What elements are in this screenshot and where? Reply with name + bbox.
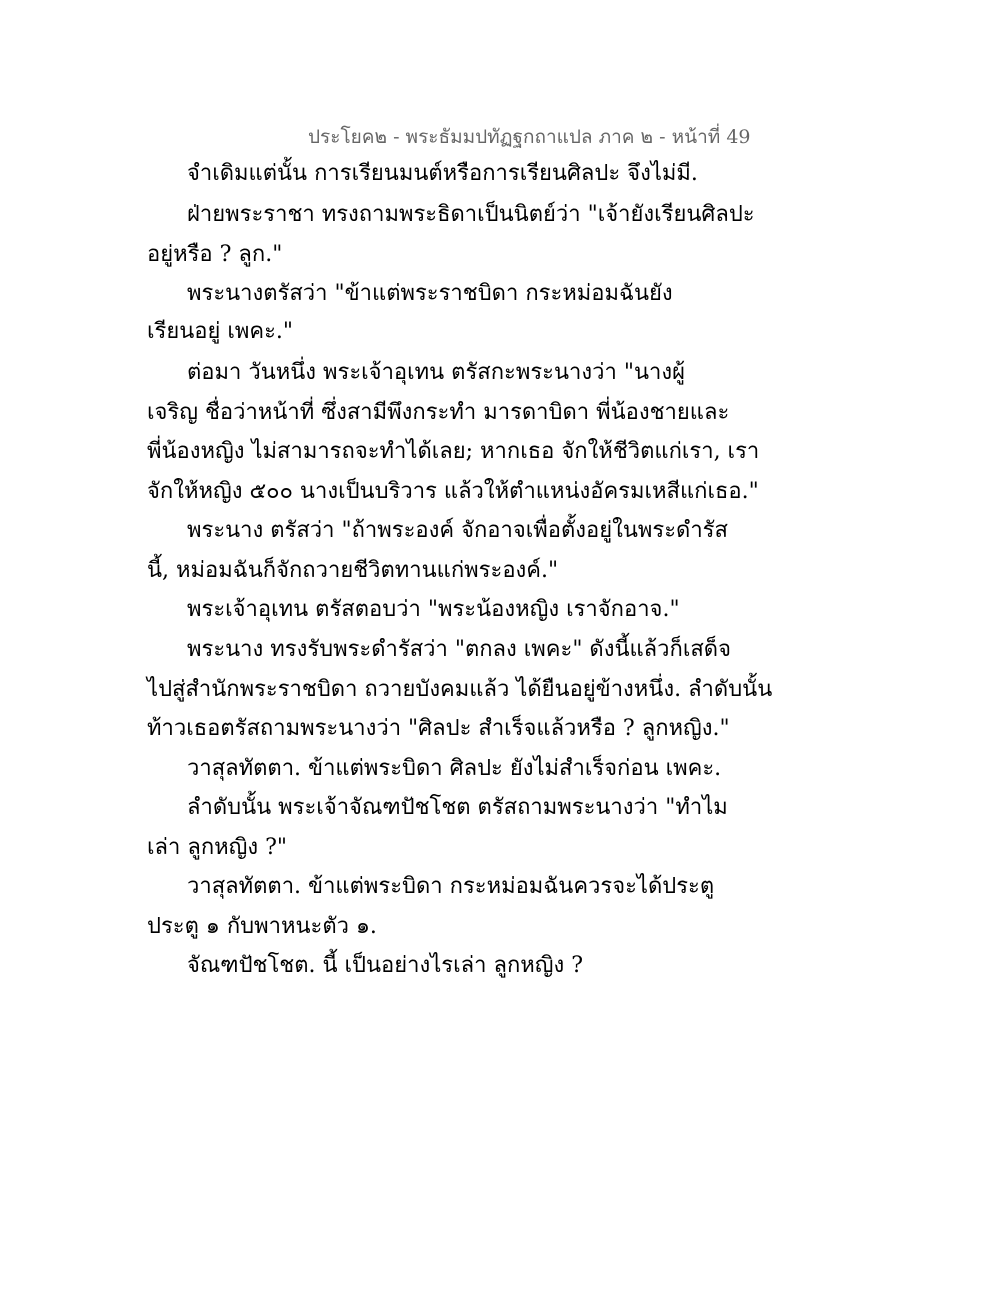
text-line: พระเจ้าอุเทน ตรัสตอบว่า "พระน้องหญิง เราจักอาจ." bbox=[187, 597, 680, 622]
text-line: ลำดับนั้น พระเจ้าจัณฑปัชโชต ตรัสถามพระนางว่า "ทำไม bbox=[187, 795, 728, 820]
text-line: ท้าวเธอตรัสถามพระนางว่า "ศิลปะ สำเร็จแล้วหรือ ? ลูกหญิง." bbox=[147, 716, 730, 741]
text-line: ไปสู่สำนักพระราชบิดา ถวายบังคมแล้ว ได้ยืนอยู่ข้างหนึ่ง. ลำดับนั้น bbox=[147, 677, 773, 702]
text-line: วาสุลทัตตา. ข้าแต่พระบิดา ศิลปะ ยังไม่สำเร็จก่อน เพคะ. bbox=[187, 756, 722, 781]
text-line: จำเดิมแต่นั้น การเรียนมนต์หรือการเรียนศิลปะ จึงไม่มี. bbox=[187, 161, 698, 186]
text-line: นี้, หม่อมฉันก็จักถวายชีวิตทานแก่พระองค์." bbox=[147, 558, 559, 583]
text-line: เจริญ ชื่อว่าหน้าที่ ซึ่งสามีพึงกระทำ มารดาบิดา พี่น้องชายและ bbox=[147, 400, 730, 425]
text-line: จักให้หญิง ๕๐๐ นางเป็นบริวาร แล้วให้ตำแหน่งอัครมเหสีแก่เธอ." bbox=[147, 479, 759, 504]
text-line: เรียนอยู่ เพคะ." bbox=[147, 319, 294, 344]
text-line: พี่น้องหญิง ไม่สามารถจะทำได้เลย; หากเธอ จักให้ชีวิตแก่เรา, เรา bbox=[147, 439, 760, 464]
text-line: ประตู ๑ กับพาหนะตัว ๑. bbox=[147, 914, 377, 939]
text-line: ต่อมา วันหนึ่ง พระเจ้าอุเทน ตรัสกะพระนางว่า "นางผู้ bbox=[187, 360, 685, 385]
text-line: พระนาง ทรงรับพระดำรัสว่า "ตกลง เพคะ" ดังนี้แล้วก็เสด็จ bbox=[187, 637, 731, 662]
text-line: เล่า ลูกหญิง ?" bbox=[147, 835, 288, 860]
text-line: จัณฑปัชโชต. นี้ เป็นอย่างไรเล่า ลูกหญิง ? bbox=[187, 953, 584, 978]
text-line: อยู่หรือ ? ลูก." bbox=[147, 242, 283, 267]
text-line: พระนางตรัสว่า "ข้าแต่พระราชบิดา กระหม่อมฉันยัง bbox=[187, 281, 673, 306]
running-head: ประโยค๒ - พระธัมมปทัฏฐกถาแปล ภาค ๒ - หน้าที่ 49 bbox=[308, 126, 751, 148]
text-line: พระนาง ตรัสว่า "ถ้าพระองค์ จักอาจเพื่อตั้งอยู่ในพระดำรัส bbox=[187, 518, 728, 543]
text-line: ฝ่ายพระราชา ทรงถามพระธิดาเป็นนิตย์ว่า "เจ้ายังเรียนศิลปะ bbox=[187, 202, 755, 227]
text-line: วาสุลทัตตา. ข้าแต่พระบิดา กระหม่อมฉันควรจะได้ประตู bbox=[187, 874, 715, 899]
